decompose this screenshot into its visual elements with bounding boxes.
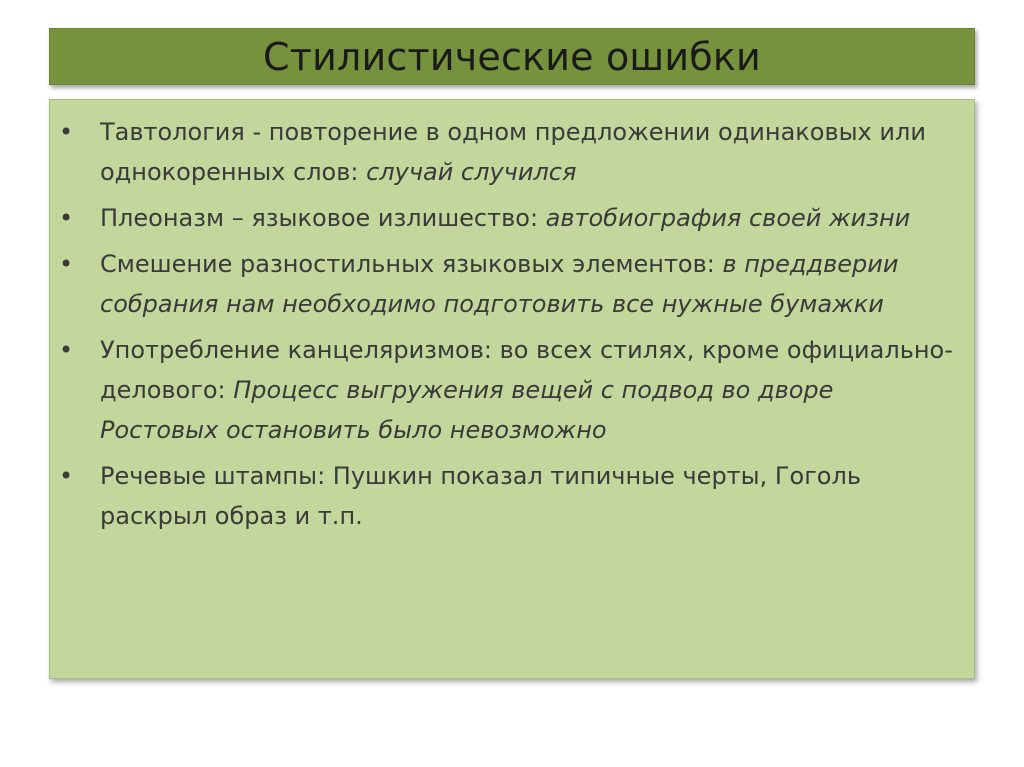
- bullet-example: Процесс выгружения вещей с подвод во дворе Ростовых остановить было невозможно: [100, 376, 834, 444]
- bullet-item-tautology: [50, 112, 974, 192]
- bullet-item-cliches: [50, 456, 974, 536]
- bullet-icon: •: [59, 462, 74, 490]
- bullet-text: Употребление канцеляризмов: во всех стилях, кроме официально-делового:: [100, 336, 953, 404]
- content-box: [49, 99, 975, 679]
- bullet-text: Тавтология - повторение в одном предложении одинаковых или однокоренных слов:: [100, 118, 926, 186]
- slide-title: Стилистические ошибки: [263, 34, 761, 79]
- title-bar: [49, 28, 975, 85]
- bullet-list: [50, 112, 974, 542]
- bullet-text: Смешение разностильных языковых элементов:: [100, 250, 723, 278]
- bullet-example: автобиография своей жизни: [545, 204, 911, 232]
- bullet-item-bureaucratese: [50, 330, 974, 450]
- bullet-text: Плеоназм – языковое излишество:: [100, 204, 546, 232]
- bullet-icon: •: [59, 118, 74, 146]
- bullet-icon: •: [59, 204, 74, 232]
- bullet-text: Речевые штампы: Пушкин показал типичные черты, Гоголь раскрыл образ и т.п.: [100, 462, 861, 530]
- bullet-item-style-mixing: [50, 244, 974, 324]
- bullet-item-pleonasm: [50, 198, 974, 238]
- bullet-example: случай случился: [366, 158, 577, 186]
- bullet-icon: •: [59, 336, 74, 364]
- bullet-example: в преддверии собрания нам необходимо подготовить все нужные бумажки: [100, 250, 899, 318]
- bullet-icon: •: [59, 250, 74, 278]
